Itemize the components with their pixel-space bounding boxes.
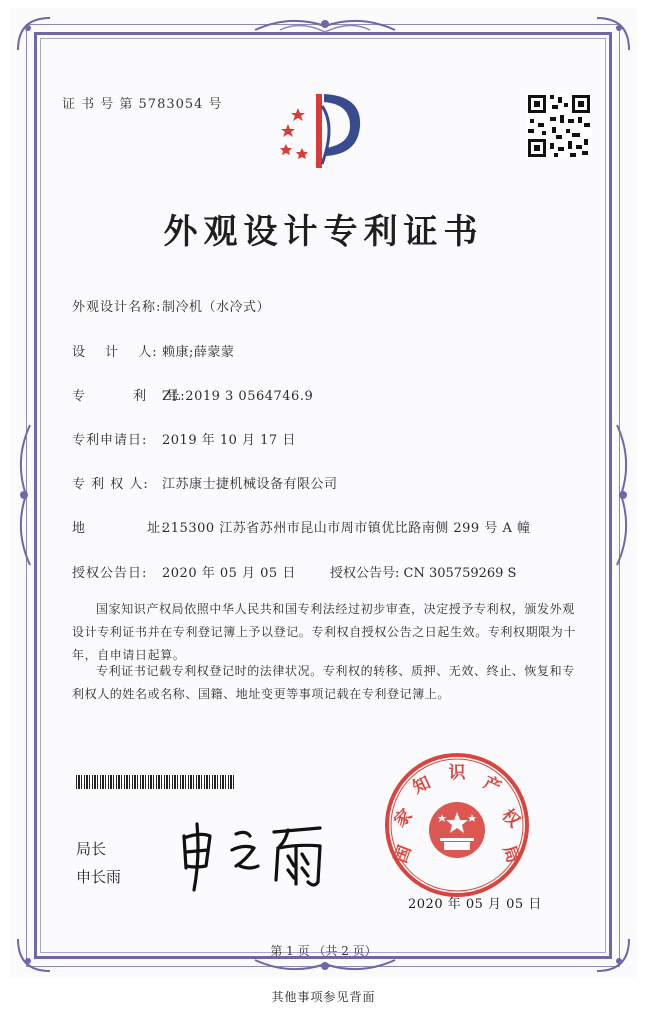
field-design-name [72, 296, 270, 315]
field-grant-date [72, 562, 296, 581]
field-filing-date [72, 429, 296, 448]
field-patent-number [72, 385, 313, 404]
svg-text:知: 知 [409, 772, 434, 799]
field-announcement-number [330, 562, 516, 581]
svg-text:国: 国 [390, 842, 416, 866]
field-label: 专 利 权 人: [72, 477, 149, 492]
barcode-icon [76, 775, 236, 789]
field-label: 授权公告日: [72, 566, 148, 581]
ornament-left-icon [12, 420, 36, 570]
field-value: 江苏康士捷机械设备有限公司 [162, 477, 338, 492]
field-label: 专利申请日: [72, 433, 148, 448]
ornament-top-icon [250, 12, 400, 36]
field-label: 授权公告号: [330, 566, 400, 581]
ornament-right-icon [611, 420, 635, 570]
director-title: 局长 [76, 840, 107, 858]
handwritten-signature [170, 818, 340, 898]
field-value: 2019 年 10 月 17 日 [162, 433, 296, 448]
field-value: CN 305759269 S [403, 566, 517, 581]
svg-text:产: 产 [480, 772, 505, 799]
field-value: ZL 2019 3 0564746.9 [162, 389, 314, 404]
field-label: 外观设计名称: [72, 300, 162, 315]
statement-paragraph: 国家知识产权局依照中华人民共和国专利法经过初步审查，决定授予专利权，颁发外观设计专利证书并在专利登记簿上予以登记。专利权自授权公告之日起生效。专利权期限为十年，自申请日起算。 [72, 602, 577, 662]
field-designer [72, 341, 234, 360]
svg-text:局: 局 [498, 842, 524, 866]
field-value: 制冷机（水冷式） [162, 300, 271, 315]
field-label: 专 利 号: [72, 389, 186, 404]
field-label: 地 址: [72, 521, 167, 536]
field-value: 2020 年 05 月 05 日 [162, 566, 296, 581]
seal-date: 2020 年 05 月 05 日 [408, 897, 542, 912]
official-seal [384, 752, 530, 898]
certificate-title: 外观设计专利证书 [163, 212, 484, 252]
field-patentee [72, 473, 338, 492]
svg-text:权: 权 [497, 805, 524, 832]
field-value: 赖康;薛蒙蒙 [162, 345, 235, 360]
director-name: 申长雨 [76, 868, 122, 886]
footer-note: 其他事项参见背面 [271, 990, 376, 1004]
svg-text:家: 家 [390, 805, 417, 832]
corner-ornament-icon [593, 14, 633, 54]
qr-code-icon [526, 93, 592, 159]
svg-text:识: 识 [448, 763, 466, 783]
field-value: 215300 江苏省苏州市昆山市周市镇优比路南侧 299 号 A 幢 [162, 521, 531, 536]
field-address [72, 517, 531, 536]
patent-office-logo [276, 86, 368, 178]
field-label: 设 计 人: [72, 345, 158, 360]
statement-paragraph: 专利证书记载专利权登记时的法律状况。专利权的转移、质押、无效、终止、恢复和专利权人的姓名或名称、国籍、地址变更等事项记载在专利登记簿上。 [72, 664, 575, 701]
certificate-number: 证 书 号 第 5783054 号 [62, 97, 223, 112]
page-number: 第 1 页 （共 2 页） [270, 944, 377, 958]
corner-ornament-icon [14, 14, 54, 54]
